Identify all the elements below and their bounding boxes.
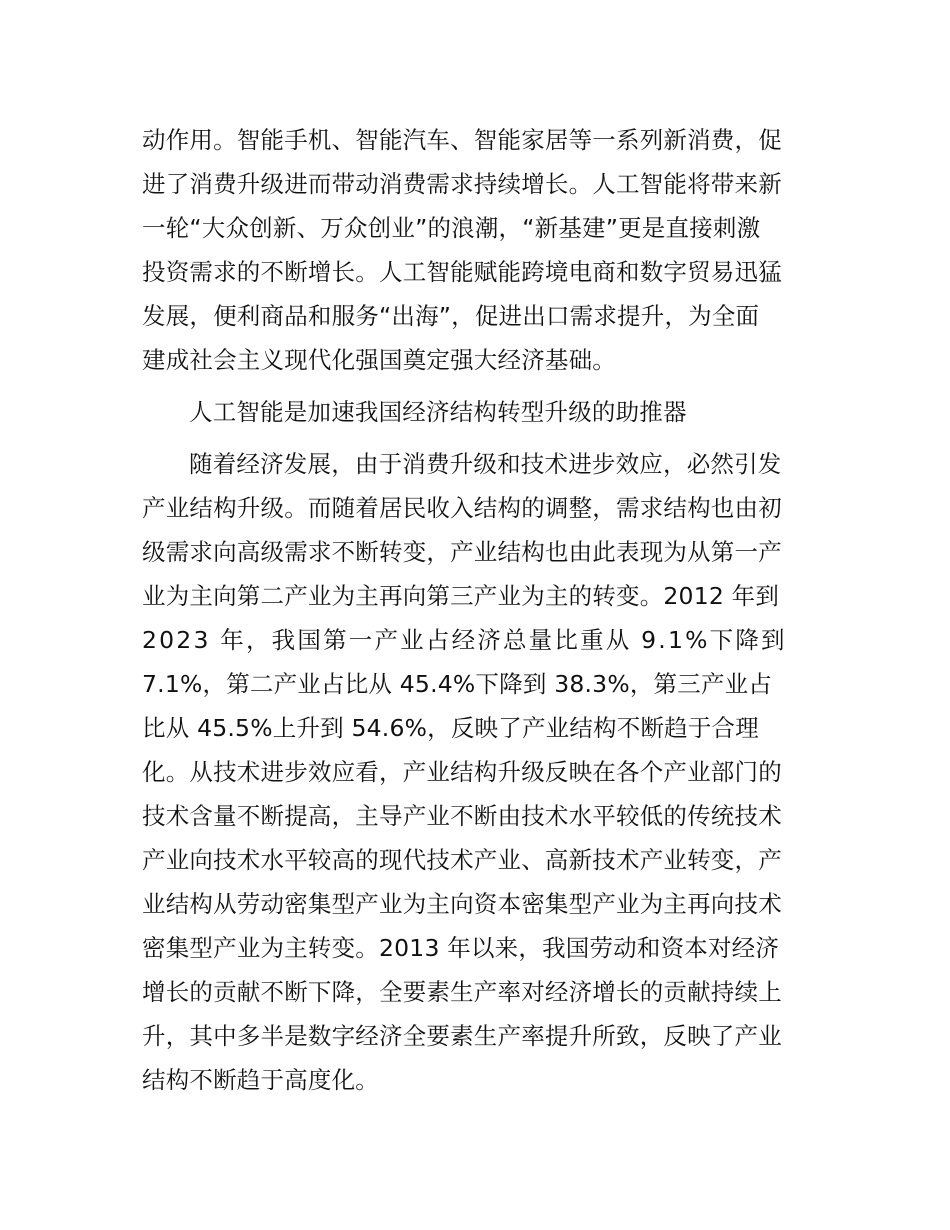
text-line: 业结构从劳动密集型产业为主向资本密集型产业为主再向技术 <box>142 890 782 918</box>
text-line: 化。从技术进步效应看，产业结构升级反映在各个产业部门的 <box>142 758 782 786</box>
text-line: 2023 年，我国第一产业占经济总量比重从 9.1%下降到 <box>142 626 787 654</box>
text-line: 比从 45.5%上升到 54.6%，反映了产业结构不断趋于合理 <box>142 714 759 742</box>
text-line: 动作用。智能手机、智能汽车、智能家居等一系列新消费，促 <box>142 126 782 154</box>
text-line: 结构不断趋于高度化。 <box>142 1066 379 1094</box>
paragraph-2 <box>142 442 810 1102</box>
paragraph-spacer <box>142 434 810 442</box>
section-heading: 人工智能是加速我国经济结构转型升级的助推器 <box>189 398 687 426</box>
text-line: 升，其中多半是数字经济全要素生产率提升所致，反映了产业 <box>142 1022 782 1050</box>
text-line: 技术含量不断提高，主导产业不断由技术水平较低的传统技术 <box>142 802 782 830</box>
text-line: 级需求向高级需求不断转变，产业结构也由此表现为从第一产 <box>142 538 782 566</box>
text-line: 发展，便利商品和服务“出海”，促进出口需求提升，为全面 <box>142 302 760 330</box>
text-line: 增长的贡献不断下降，全要素生产率对经济增长的贡献持续上 <box>142 978 782 1006</box>
text-line: 一轮“大众创新、万众创业”的浪潮，“新基建”更是直接刺激 <box>142 214 761 242</box>
paragraph-spacer <box>142 382 810 390</box>
text-line: 产业结构升级。而随着居民收入结构的调整，需求结构也由初 <box>142 494 782 522</box>
text-line: 7.1%，第二产业占比从 45.4%下降到 38.3%，第三产业占 <box>142 670 773 698</box>
text-line: 进了消费升级进而带动消费需求持续增长。人工智能将带来新 <box>142 170 782 198</box>
text-line: 随着经济发展，由于消费升级和技术进步效应，必然引发 <box>189 450 782 478</box>
text-line: 产业向技术水平较高的现代技术产业、高新技术产业转变，产 <box>142 846 782 874</box>
document-body <box>142 118 810 1102</box>
paragraph-1 <box>142 118 810 382</box>
text-line: 业为主向第二产业为主再向第三产业为主的转变。2012 年到 <box>142 582 780 610</box>
text-line: 密集型产业为主转变。2013 年以来，我国劳动和资本对经济 <box>142 934 780 962</box>
text-line: 建成社会主义现代化强国奠定强大经济基础。 <box>142 346 616 374</box>
text-line: 投资需求的不断增长。人工智能赋能跨境电商和数字贸易迅猛 <box>142 258 782 286</box>
